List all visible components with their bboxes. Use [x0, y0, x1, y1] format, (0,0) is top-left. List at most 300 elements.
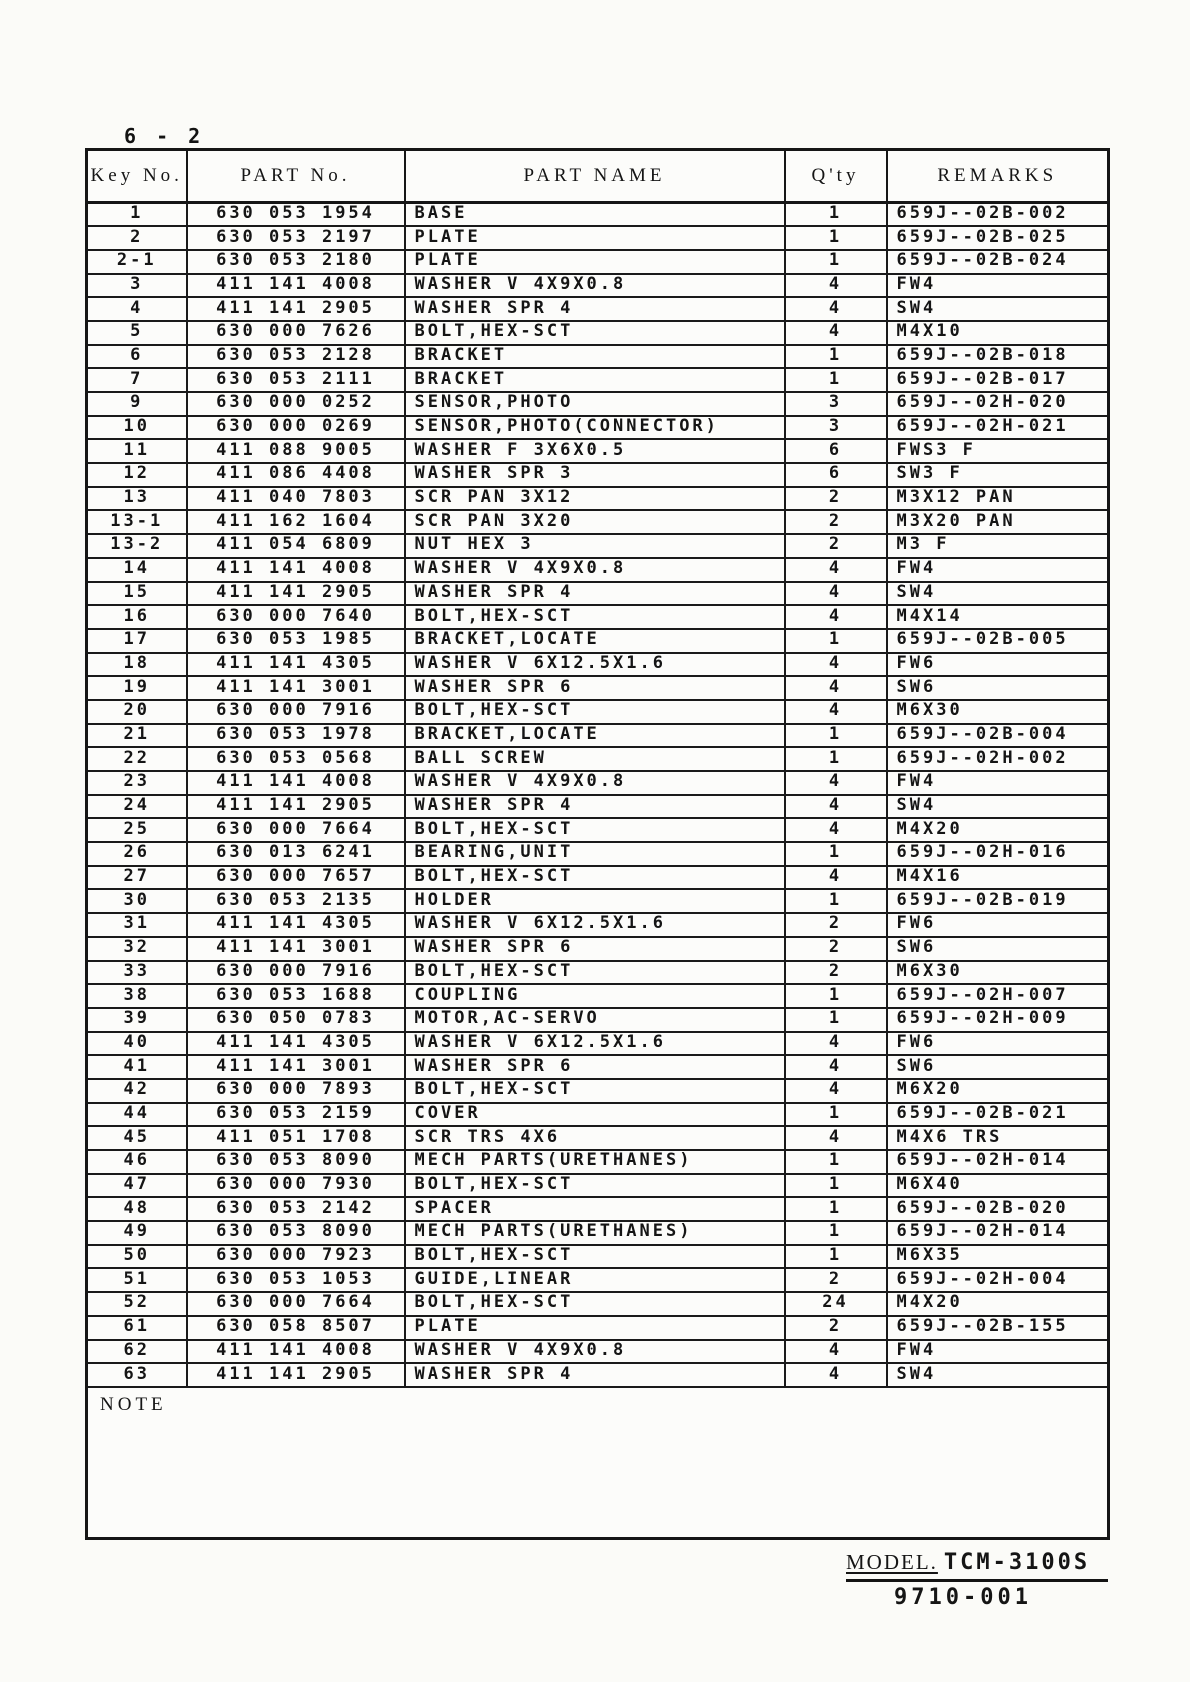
- qty-cell: 4: [785, 274, 887, 298]
- remarks-cell: SW3 F: [887, 463, 1109, 487]
- part-name-cell: WASHER SPR 6: [405, 937, 785, 961]
- table-row: [87, 1103, 1109, 1127]
- remarks-cell: M6X20: [887, 1079, 1109, 1103]
- key-no-cell: 20: [87, 700, 187, 724]
- key-no-cell: 6: [87, 345, 187, 369]
- part-no-cell: 630 053 2111: [187, 368, 405, 392]
- part-name-cell: BOLT,HEX-SCT: [405, 866, 785, 890]
- key-no-cell: 14: [87, 558, 187, 582]
- table-row: [87, 961, 1109, 985]
- part-name-cell: BASE: [405, 203, 785, 227]
- table-row: [87, 439, 1109, 463]
- key-no-cell: 46: [87, 1150, 187, 1174]
- part-name-cell: WASHER SPR 6: [405, 676, 785, 700]
- part-no-cell: 411 141 4305: [187, 913, 405, 937]
- part-no-cell: 630 000 0252: [187, 392, 405, 416]
- qty-cell: 2: [785, 510, 887, 534]
- remarks-cell: 659J--02H-009: [887, 1008, 1109, 1032]
- part-no-cell: 630 053 2142: [187, 1197, 405, 1221]
- key-no-cell: 3: [87, 274, 187, 298]
- qty-cell: 4: [785, 818, 887, 842]
- part-no-cell: 630 053 1954: [187, 203, 405, 227]
- qty-cell: 1: [785, 1197, 887, 1221]
- part-no-cell: 411 141 3001: [187, 1055, 405, 1079]
- qty-cell: 1: [785, 368, 887, 392]
- qty-cell: 4: [785, 321, 887, 345]
- key-no-cell: 31: [87, 913, 187, 937]
- qty-cell: 4: [785, 1055, 887, 1079]
- part-name-cell: SENSOR,PHOTO: [405, 392, 785, 416]
- table-row: [87, 582, 1109, 606]
- remarks-cell: SW4: [887, 297, 1109, 321]
- table-row: [87, 368, 1109, 392]
- table-header-row: [87, 150, 1109, 203]
- part-no-cell: 411 141 4008: [187, 558, 405, 582]
- remarks-cell: SW6: [887, 1055, 1109, 1079]
- part-name-cell: SPACER: [405, 1197, 785, 1221]
- remarks-cell: 659J--02B-024: [887, 250, 1109, 274]
- remarks-cell: 659J--02H-020: [887, 392, 1109, 416]
- part-name-cell: BOLT,HEX-SCT: [405, 1174, 785, 1198]
- part-no-cell: 411 141 2905: [187, 795, 405, 819]
- table-row: [87, 534, 1109, 558]
- table-row: [87, 866, 1109, 890]
- key-no-cell: 47: [87, 1174, 187, 1198]
- table-row: [87, 913, 1109, 937]
- part-name-cell: WASHER SPR 4: [405, 582, 785, 606]
- table-row: [87, 889, 1109, 913]
- key-no-cell: 11: [87, 439, 187, 463]
- qty-cell: 4: [785, 676, 887, 700]
- qty-cell: 2: [785, 961, 887, 985]
- table-row: [87, 676, 1109, 700]
- table-row: [87, 984, 1109, 1008]
- key-no-cell: 52: [87, 1292, 187, 1316]
- column-header-part-no: PART No.: [187, 150, 405, 203]
- remarks-cell: 659J--02B-004: [887, 724, 1109, 748]
- table-row: [87, 653, 1109, 677]
- part-no-cell: 411 086 4408: [187, 463, 405, 487]
- remarks-cell: M6X30: [887, 700, 1109, 724]
- qty-cell: 4: [785, 1363, 887, 1387]
- key-no-cell: 41: [87, 1055, 187, 1079]
- key-no-cell: 13-2: [87, 534, 187, 558]
- key-no-cell: 10: [87, 416, 187, 440]
- part-name-cell: BRACKET: [405, 345, 785, 369]
- model-line: [846, 1550, 1108, 1582]
- part-name-cell: COUPLING: [405, 984, 785, 1008]
- part-name-cell: WASHER V 6X12.5X1.6: [405, 913, 785, 937]
- table-row: [87, 795, 1109, 819]
- key-no-cell: 1: [87, 203, 187, 227]
- part-name-cell: BOLT,HEX-SCT: [405, 961, 785, 985]
- qty-cell: 3: [785, 416, 887, 440]
- part-name-cell: PLATE: [405, 250, 785, 274]
- key-no-cell: 16: [87, 605, 187, 629]
- qty-cell: 1: [785, 889, 887, 913]
- key-no-cell: 2-1: [87, 250, 187, 274]
- part-name-cell: BOLT,HEX-SCT: [405, 700, 785, 724]
- note-row: [87, 1387, 1109, 1539]
- part-no-cell: 630 053 1053: [187, 1268, 405, 1292]
- key-no-cell: 40: [87, 1032, 187, 1056]
- table-row: [87, 1316, 1109, 1340]
- table-row: [87, 203, 1109, 227]
- table-row: [87, 487, 1109, 511]
- key-no-cell: 17: [87, 629, 187, 653]
- key-no-cell: 13-1: [87, 510, 187, 534]
- qty-cell: 1: [785, 842, 887, 866]
- qty-cell: 1: [785, 250, 887, 274]
- part-name-cell: BOLT,HEX-SCT: [405, 1079, 785, 1103]
- qty-cell: 4: [785, 653, 887, 677]
- table-row: [87, 1032, 1109, 1056]
- parts-table: [85, 148, 1110, 1540]
- qty-cell: 1: [785, 1103, 887, 1127]
- remarks-cell: M3X20 PAN: [887, 510, 1109, 534]
- part-no-cell: 630 053 1688: [187, 984, 405, 1008]
- table-row: [87, 558, 1109, 582]
- part-name-cell: SCR PAN 3X12: [405, 487, 785, 511]
- qty-cell: 4: [785, 297, 887, 321]
- part-no-cell: 630 000 7657: [187, 866, 405, 890]
- table-row: [87, 1340, 1109, 1364]
- key-no-cell: 33: [87, 961, 187, 985]
- model-label: MODEL.: [846, 1550, 938, 1574]
- document-number: 9710-001: [894, 1585, 1032, 1610]
- remarks-cell: M4X20: [887, 818, 1109, 842]
- remarks-cell: FW6: [887, 653, 1109, 677]
- key-no-cell: 30: [87, 889, 187, 913]
- part-no-cell: 630 053 1978: [187, 724, 405, 748]
- part-no-cell: 630 000 7930: [187, 1174, 405, 1198]
- key-no-cell: 2: [87, 226, 187, 250]
- part-no-cell: 630 000 7916: [187, 961, 405, 985]
- remarks-cell: 659J--02H-014: [887, 1150, 1109, 1174]
- remarks-cell: FW4: [887, 274, 1109, 298]
- part-name-cell: WASHER V 6X12.5X1.6: [405, 1032, 785, 1056]
- part-name-cell: MECH PARTS(URETHANES): [405, 1150, 785, 1174]
- remarks-cell: FW4: [887, 558, 1109, 582]
- key-no-cell: 61: [87, 1316, 187, 1340]
- key-no-cell: 45: [87, 1126, 187, 1150]
- remarks-cell: M3X12 PAN: [887, 487, 1109, 511]
- part-no-cell: 411 054 6809: [187, 534, 405, 558]
- part-no-cell: 411 141 4008: [187, 1340, 405, 1364]
- key-no-cell: 48: [87, 1197, 187, 1221]
- key-no-cell: 5: [87, 321, 187, 345]
- part-no-cell: 630 000 7916: [187, 700, 405, 724]
- key-no-cell: 4: [87, 297, 187, 321]
- qty-cell: 6: [785, 463, 887, 487]
- remarks-cell: 659J--02B-002: [887, 203, 1109, 227]
- part-no-cell: 630 000 7923: [187, 1245, 405, 1269]
- key-no-cell: 42: [87, 1079, 187, 1103]
- part-name-cell: BRACKET,LOCATE: [405, 724, 785, 748]
- table-row: [87, 392, 1109, 416]
- part-no-cell: 411 141 4305: [187, 653, 405, 677]
- remarks-cell: SW4: [887, 582, 1109, 606]
- part-no-cell: 411 088 9005: [187, 439, 405, 463]
- key-no-cell: 9: [87, 392, 187, 416]
- remarks-cell: 659J--02H-021: [887, 416, 1109, 440]
- table-row: [87, 1197, 1109, 1221]
- part-name-cell: WASHER SPR 4: [405, 1363, 785, 1387]
- table-row: [87, 463, 1109, 487]
- key-no-cell: 62: [87, 1340, 187, 1364]
- table-row: [87, 1008, 1109, 1032]
- part-no-cell: 411 141 3001: [187, 676, 405, 700]
- remarks-cell: 659J--02B-017: [887, 368, 1109, 392]
- table-row: [87, 771, 1109, 795]
- key-no-cell: 51: [87, 1268, 187, 1292]
- part-name-cell: WASHER V 4X9X0.8: [405, 558, 785, 582]
- qty-cell: 2: [785, 1268, 887, 1292]
- key-no-cell: 63: [87, 1363, 187, 1387]
- remarks-cell: FW6: [887, 913, 1109, 937]
- table-row: [87, 700, 1109, 724]
- part-no-cell: 411 040 7803: [187, 487, 405, 511]
- table-row: [87, 1292, 1109, 1316]
- part-no-cell: 630 053 8090: [187, 1150, 405, 1174]
- part-name-cell: BRACKET: [405, 368, 785, 392]
- table-row: [87, 937, 1109, 961]
- remarks-cell: M6X40: [887, 1174, 1109, 1198]
- part-no-cell: 411 141 4305: [187, 1032, 405, 1056]
- remarks-cell: SW6: [887, 937, 1109, 961]
- remarks-cell: 659J--02B-020: [887, 1197, 1109, 1221]
- qty-cell: 24: [785, 1292, 887, 1316]
- model-block: [846, 1550, 1108, 1610]
- remarks-cell: M4X10: [887, 321, 1109, 345]
- remarks-cell: FW4: [887, 771, 1109, 795]
- part-no-cell: 411 141 2905: [187, 582, 405, 606]
- table-row: [87, 605, 1109, 629]
- part-no-cell: 411 141 2905: [187, 1363, 405, 1387]
- qty-cell: 1: [785, 747, 887, 771]
- remarks-cell: 659J--02B-021: [887, 1103, 1109, 1127]
- table-row: [87, 416, 1109, 440]
- column-header-qty: Q'ty: [785, 150, 887, 203]
- qty-cell: 1: [785, 203, 887, 227]
- table-row: [87, 345, 1109, 369]
- table-row: [87, 250, 1109, 274]
- part-no-cell: 630 000 7893: [187, 1079, 405, 1103]
- note-cell: NOTE: [87, 1387, 1109, 1539]
- page-number-label: 6 - 2: [124, 124, 205, 148]
- qty-cell: 3: [785, 392, 887, 416]
- qty-cell: 2: [785, 1316, 887, 1340]
- qty-cell: 2: [785, 487, 887, 511]
- table-row: [87, 629, 1109, 653]
- key-no-cell: 24: [87, 795, 187, 819]
- qty-cell: 1: [785, 345, 887, 369]
- key-no-cell: 22: [87, 747, 187, 771]
- remarks-cell: 659J--02H-002: [887, 747, 1109, 771]
- column-header-remarks: REMARKS: [887, 150, 1109, 203]
- part-no-cell: 411 162 1604: [187, 510, 405, 534]
- qty-cell: 1: [785, 724, 887, 748]
- remarks-cell: M4X14: [887, 605, 1109, 629]
- part-name-cell: BOLT,HEX-SCT: [405, 605, 785, 629]
- part-no-cell: 411 141 4008: [187, 771, 405, 795]
- part-no-cell: 630 053 8090: [187, 1221, 405, 1245]
- part-name-cell: SCR PAN 3X20: [405, 510, 785, 534]
- table-row: [87, 818, 1109, 842]
- part-name-cell: WASHER SPR 3: [405, 463, 785, 487]
- remarks-cell: SW4: [887, 795, 1109, 819]
- remarks-cell: FW6: [887, 1032, 1109, 1056]
- qty-cell: 1: [785, 629, 887, 653]
- qty-cell: 6: [785, 439, 887, 463]
- remarks-cell: 659J--02H-007: [887, 984, 1109, 1008]
- part-no-cell: 630 000 7640: [187, 605, 405, 629]
- table-row: [87, 297, 1109, 321]
- part-name-cell: NUT HEX 3: [405, 534, 785, 558]
- table-row: [87, 1268, 1109, 1292]
- part-name-cell: BOLT,HEX-SCT: [405, 321, 785, 345]
- remarks-cell: FW4: [887, 1340, 1109, 1364]
- key-no-cell: 15: [87, 582, 187, 606]
- qty-cell: 4: [785, 1032, 887, 1056]
- qty-cell: 2: [785, 913, 887, 937]
- qty-cell: 4: [785, 866, 887, 890]
- remarks-cell: 659J--02B-005: [887, 629, 1109, 653]
- key-no-cell: 26: [87, 842, 187, 866]
- remarks-cell: 659J--02H-014: [887, 1221, 1109, 1245]
- remarks-cell: SW6: [887, 676, 1109, 700]
- qty-cell: 1: [785, 984, 887, 1008]
- table-row: [87, 510, 1109, 534]
- remarks-cell: SW4: [887, 1363, 1109, 1387]
- table-row: [87, 1245, 1109, 1269]
- qty-cell: 4: [785, 795, 887, 819]
- key-no-cell: 44: [87, 1103, 187, 1127]
- part-name-cell: COVER: [405, 1103, 785, 1127]
- qty-cell: 4: [785, 1340, 887, 1364]
- key-no-cell: 13: [87, 487, 187, 511]
- part-name-cell: WASHER SPR 4: [405, 297, 785, 321]
- key-no-cell: 38: [87, 984, 187, 1008]
- key-no-cell: 32: [87, 937, 187, 961]
- part-name-cell: BOLT,HEX-SCT: [405, 818, 785, 842]
- remarks-cell: 659J--02B-019: [887, 889, 1109, 913]
- part-name-cell: MOTOR,AC-SERVO: [405, 1008, 785, 1032]
- key-no-cell: 23: [87, 771, 187, 795]
- remarks-cell: M3 F: [887, 534, 1109, 558]
- part-name-cell: PLATE: [405, 226, 785, 250]
- qty-cell: 4: [785, 1126, 887, 1150]
- qty-cell: 1: [785, 1245, 887, 1269]
- key-no-cell: 27: [87, 866, 187, 890]
- part-name-cell: WASHER V 6X12.5X1.6: [405, 653, 785, 677]
- table-row: [87, 1079, 1109, 1103]
- key-no-cell: 25: [87, 818, 187, 842]
- qty-cell: 4: [785, 582, 887, 606]
- table-row: [87, 321, 1109, 345]
- remarks-cell: 659J--02H-004: [887, 1268, 1109, 1292]
- table-row: [87, 1174, 1109, 1198]
- part-name-cell: MECH PARTS(URETHANES): [405, 1221, 785, 1245]
- part-name-cell: BALL SCREW: [405, 747, 785, 771]
- remarks-cell: M4X20: [887, 1292, 1109, 1316]
- table-row: [87, 842, 1109, 866]
- table-row: [87, 747, 1109, 771]
- part-no-cell: 411 051 1708: [187, 1126, 405, 1150]
- remarks-cell: 659J--02B-018: [887, 345, 1109, 369]
- part-no-cell: 630 058 8507: [187, 1316, 405, 1340]
- remarks-cell: M4X6 TRS: [887, 1126, 1109, 1150]
- table-row: [87, 226, 1109, 250]
- part-no-cell: 630 000 7664: [187, 818, 405, 842]
- column-header-part-name: PART NAME: [405, 150, 785, 203]
- table-row: [87, 1363, 1109, 1387]
- remarks-cell: M6X30: [887, 961, 1109, 985]
- part-name-cell: WASHER V 4X9X0.8: [405, 274, 785, 298]
- table-row: [87, 1150, 1109, 1174]
- key-no-cell: 39: [87, 1008, 187, 1032]
- part-no-cell: 630 000 7664: [187, 1292, 405, 1316]
- remarks-cell: 659J--02B-155: [887, 1316, 1109, 1340]
- key-no-cell: 7: [87, 368, 187, 392]
- table-row: [87, 724, 1109, 748]
- part-no-cell: 630 013 6241: [187, 842, 405, 866]
- table-row: [87, 1126, 1109, 1150]
- qty-cell: 1: [785, 1221, 887, 1245]
- key-no-cell: 19: [87, 676, 187, 700]
- part-no-cell: 411 141 2905: [187, 297, 405, 321]
- model-value: TCM-3100S: [943, 1550, 1091, 1575]
- part-name-cell: PLATE: [405, 1316, 785, 1340]
- part-no-cell: 630 000 0269: [187, 416, 405, 440]
- qty-cell: 2: [785, 534, 887, 558]
- table-row: [87, 1221, 1109, 1245]
- part-name-cell: WASHER F 3X6X0.5: [405, 439, 785, 463]
- qty-cell: 2: [785, 937, 887, 961]
- key-no-cell: 12: [87, 463, 187, 487]
- part-no-cell: 630 050 0783: [187, 1008, 405, 1032]
- qty-cell: 1: [785, 226, 887, 250]
- qty-cell: 4: [785, 605, 887, 629]
- part-no-cell: 411 141 3001: [187, 937, 405, 961]
- part-name-cell: WASHER SPR 4: [405, 795, 785, 819]
- qty-cell: 1: [785, 1150, 887, 1174]
- part-no-cell: 630 053 2180: [187, 250, 405, 274]
- remarks-cell: M6X35: [887, 1245, 1109, 1269]
- remarks-cell: 659J--02B-025: [887, 226, 1109, 250]
- part-name-cell: WASHER V 4X9X0.8: [405, 1340, 785, 1364]
- qty-cell: 4: [785, 558, 887, 582]
- part-no-cell: 630 053 1985: [187, 629, 405, 653]
- key-no-cell: 18: [87, 653, 187, 677]
- remarks-cell: FWS3 F: [887, 439, 1109, 463]
- part-name-cell: SCR TRS 4X6: [405, 1126, 785, 1150]
- part-name-cell: HOLDER: [405, 889, 785, 913]
- part-no-cell: 630 053 2159: [187, 1103, 405, 1127]
- part-name-cell: BEARING,UNIT: [405, 842, 785, 866]
- part-no-cell: 630 053 0568: [187, 747, 405, 771]
- key-no-cell: 49: [87, 1221, 187, 1245]
- remarks-cell: M4X16: [887, 866, 1109, 890]
- part-no-cell: 630 000 7626: [187, 321, 405, 345]
- part-no-cell: 630 053 2128: [187, 345, 405, 369]
- table-row: [87, 1055, 1109, 1079]
- part-no-cell: 411 141 4008: [187, 274, 405, 298]
- part-name-cell: WASHER V 4X9X0.8: [405, 771, 785, 795]
- part-name-cell: SENSOR,PHOTO(CONNECTOR): [405, 416, 785, 440]
- qty-cell: 1: [785, 1008, 887, 1032]
- column-header-key-no: Key No.: [87, 150, 187, 203]
